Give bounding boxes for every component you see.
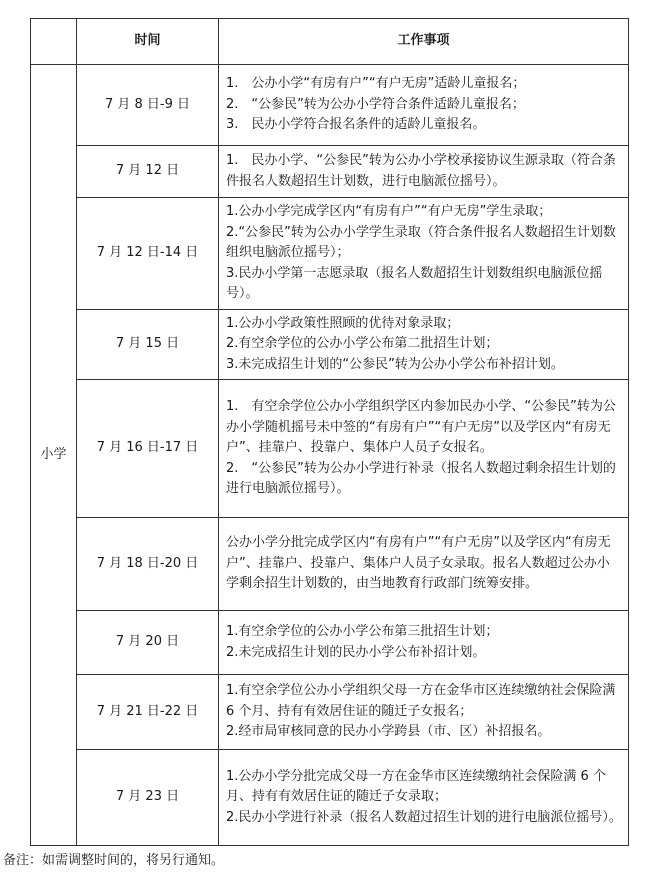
items-cell	[219, 65, 629, 146]
item-line: 2.有空余学位的公办小学公布第二批招生计划；	[226, 336, 499, 351]
enrollment-schedule-table	[30, 18, 629, 846]
items-cell	[219, 198, 629, 310]
table-row	[31, 518, 629, 611]
time-cell: 7 月 15 日	[77, 309, 219, 380]
items-cell	[219, 611, 629, 675]
time-cell: 7 月 21 日-22 日	[77, 675, 219, 750]
items-cell	[219, 146, 629, 198]
time-cell: 7 月 12 日-14 日	[77, 198, 219, 310]
item-line: 1.有空余学位的公办小学公布第三批招生计划；	[226, 624, 499, 639]
footnote: 备注：如需调整时间的，将另行通知。	[3, 853, 225, 868]
time-cell: 7 月 20 日	[77, 611, 219, 675]
item-line: 3. 民办小学符合报名条件的适龄儿童报名。	[226, 117, 486, 133]
time-cell: 7 月 12 日	[77, 146, 219, 198]
table-row	[31, 146, 629, 198]
table-row	[31, 65, 629, 146]
item-line: 1. 有空余学位公办小学组织学区内参加民办小学、“公参民”转为公办小学随机摇号未中签的“有房有户”“有户无房”以及学区内“有房无户”、挂靠户、投靠户、集体户人员子女报名。	[226, 399, 616, 456]
table-row	[31, 380, 629, 518]
header-time: 时间	[77, 19, 219, 65]
table-header-row	[31, 19, 629, 65]
item-line: 1.公办小学政策性照顾的优待对象录取；	[226, 315, 460, 331]
category-cell: 小学	[31, 65, 77, 846]
items-cell	[219, 309, 629, 380]
item-line: 1.公办小学分批完成父母一方在金华市区连续缴纳社会保险满 6 个月、持有有效居住证的随迁子女录取；	[226, 768, 606, 805]
item-line: 1.公办小学完成学区内“有房有户”“有户无房”学生录取；	[226, 204, 552, 219]
table-row	[31, 611, 629, 675]
table-row	[31, 675, 629, 750]
item-line: 2.经市局审核同意的民办小学跨县（市、区）补招报名。	[226, 724, 551, 740]
item-line: 3.民办小学第一志愿录取（报名人数超招生计划数组织电脑派位摇号）。	[226, 265, 603, 301]
table-row	[31, 198, 629, 310]
item-line: 2. “公参民”转为公办小学进行补录（报名人数超过剩余招生计划的进行电脑派位摇号）。	[226, 460, 616, 497]
items-cell	[219, 750, 629, 846]
items-cell	[219, 675, 629, 750]
item-line: 2.民办小学进行补录（报名人数超过招生计划的进行电脑派位摇号）。	[226, 809, 622, 825]
time-cell: 7 月 8 日-9 日	[77, 65, 219, 146]
table-row	[31, 309, 629, 380]
table-row	[31, 750, 629, 846]
items-cell	[219, 380, 629, 518]
item-line: 2.“公参民”转为公办小学学生录取（符合条件报名人数超招生计划数组织电脑派位摇号）；	[226, 224, 616, 260]
header-items: 工作事项	[219, 19, 629, 65]
time-cell: 7 月 16 日-17 日	[77, 380, 219, 518]
item-line: 1. 民办小学、“公参民”转为公办小学校承接协议生源录取（符合条件报名人数超招生计划数，进行电脑派位摇号）。	[226, 153, 616, 189]
item-line: 2. “公参民”转为公办小学符合条件适龄儿童报名；	[226, 96, 525, 112]
item-line: 2.未完成招生计划的民办小学公布补招计划。	[226, 644, 486, 660]
item-line: 公办小学分批完成学区内“有房有户”“有户无房”以及学区内“有房无户”、挂靠户、投靠户、集体户人员子女录取。报名人数超过公办小学剩余招生计划数的，由当地教育行政部门统筹安排。	[226, 535, 611, 592]
item-line: 1. 公办小学“有房有户”“有户无房”适龄儿童报名；	[226, 76, 526, 92]
item-line: 1.有空余学位公办小学组织父母一方在金华市区连续缴纳社会保险满 6 个月、持有有效居住证的随迁子女报名；	[226, 683, 620, 719]
time-cell: 7 月 18 日-20 日	[77, 518, 219, 611]
item-line: 3.未完成招生计划的“公参民”转为公办小学公布补招计划。	[226, 356, 564, 372]
items-cell	[219, 518, 629, 611]
header-category	[31, 19, 77, 65]
table-body	[31, 65, 629, 846]
time-cell: 7 月 23 日	[77, 750, 219, 846]
